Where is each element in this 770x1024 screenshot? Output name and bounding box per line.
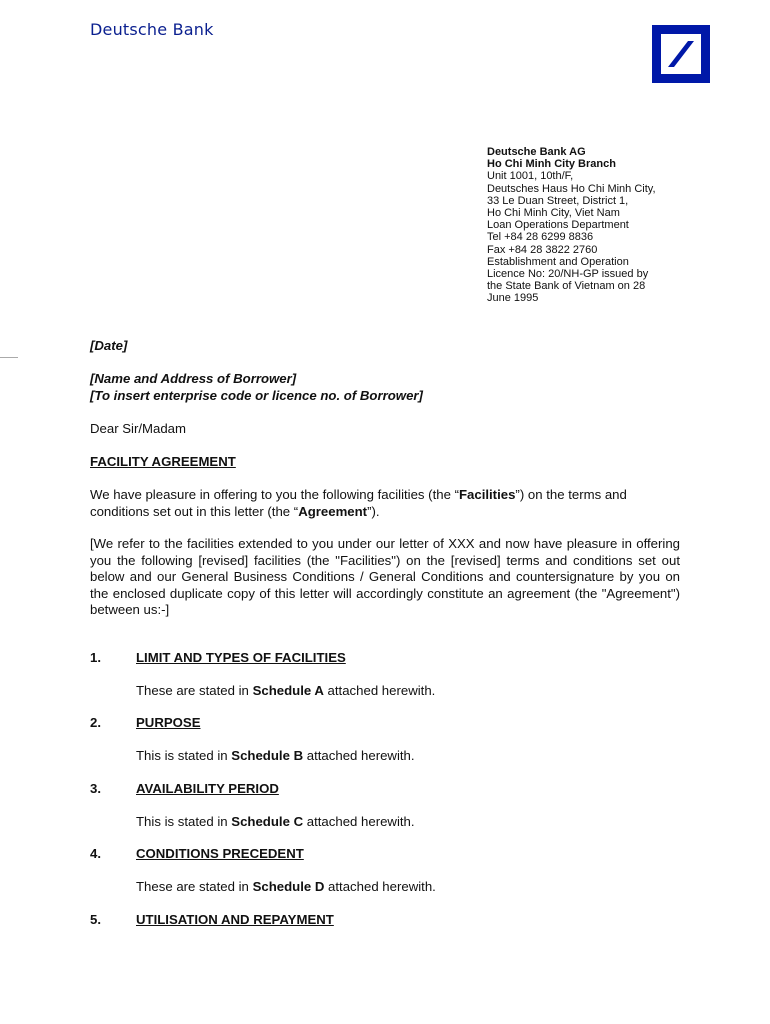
document-title: FACILITY AGREEMENT (90, 454, 236, 469)
schedule-ref: Schedule B (231, 748, 304, 763)
margin-mark (0, 357, 18, 358)
section-text-post: attached herewith. (303, 814, 415, 829)
salutation: Dear Sir/Madam (90, 421, 187, 436)
section-number: 2. (90, 715, 101, 730)
borrower-code-placeholder: [To insert enterprise code or licence no. of Borrower] (90, 388, 423, 403)
borrower-name-placeholder: [Name and Address of Borrower] (90, 371, 297, 386)
address-line: the State Bank of Vietnam on 28 (487, 280, 646, 293)
address-line: Loan Operations Department (487, 219, 629, 232)
agreement-term: Agreement (298, 503, 368, 519)
intro-paragraph (90, 487, 680, 520)
section-text (136, 879, 436, 896)
address-line: June 1995 (487, 292, 539, 305)
section-heading: PURPOSE (136, 715, 201, 730)
brand-name: Deutsche Bank (90, 20, 214, 39)
section-text-pre: These are stated in (136, 683, 253, 698)
section-heading: AVAILABILITY PERIOD (136, 781, 279, 796)
bank-address (487, 146, 727, 305)
address-bank-name: Deutsche Bank AG (487, 146, 586, 158)
schedule-ref: Schedule A (252, 683, 324, 698)
address-line: Tel +84 28 6299 8836 (487, 231, 594, 244)
section-text-post: attached herewith. (303, 748, 415, 763)
intro-text: ”) on the terms and conditions set out in this letter (the “ (90, 487, 627, 519)
section-number: 4. (90, 846, 101, 861)
intro-text: We have pleasure in offering to you the following facilities (the “ (90, 487, 459, 502)
address-line: Deutsches Haus Ho Chi Minh City, (487, 182, 656, 195)
section-heading: UTILISATION AND REPAYMENT (136, 912, 334, 927)
section-number: 5. (90, 912, 101, 927)
address-line: Fax +84 28 3822 2760 (487, 243, 598, 256)
section-text-post: attached herewith. (324, 879, 436, 894)
date-placeholder: [Date] (90, 338, 128, 353)
address-line: Unit 1001, 10th/F, (487, 170, 574, 183)
facilities-term: Facilities (458, 487, 516, 502)
section-text-pre: This is stated in (136, 814, 232, 829)
section-number: 1. (90, 650, 101, 665)
address-branch: Ho Chi Minh City Branch (487, 158, 616, 171)
section-text-pre: This is stated in (136, 748, 232, 763)
address-line: 33 Le Duan Street, District 1, (487, 194, 629, 207)
section-number: 3. (90, 781, 101, 796)
section-text-post: attached herewith. (323, 683, 436, 698)
schedule-ref: Schedule C (231, 814, 304, 829)
schedule-ref: Schedule D (252, 879, 325, 894)
address-line: Licence No: 20/NH-GP issued by (487, 268, 649, 281)
address-line: Ho Chi Minh City, Viet Nam (487, 207, 620, 220)
deutsche-bank-logo (652, 25, 710, 83)
section-heading: CONDITIONS PRECEDENT (136, 846, 304, 861)
address-line: Establishment and Operation (487, 255, 629, 268)
section-text (136, 683, 435, 700)
reference-paragraph: [We refer to the facilities extended to you under our letter of XXX and now have pleasure in offering you the following [revised] facilities (the "Facilities") on the [revised] terms and conditions set out below and our General Business Conditions / General Conditions and countersignature by you on the enclosed duplicate copy of this letter will accordingly constitute an agreement (the "Agreement") between us:-] (90, 536, 680, 617)
section-heading: LIMIT AND TYPES OF FACILITIES (136, 650, 346, 665)
section-text (136, 748, 415, 765)
intro-text: ”). (367, 503, 380, 519)
section-text (136, 814, 415, 831)
section-text-pre: These are stated in (136, 879, 253, 894)
